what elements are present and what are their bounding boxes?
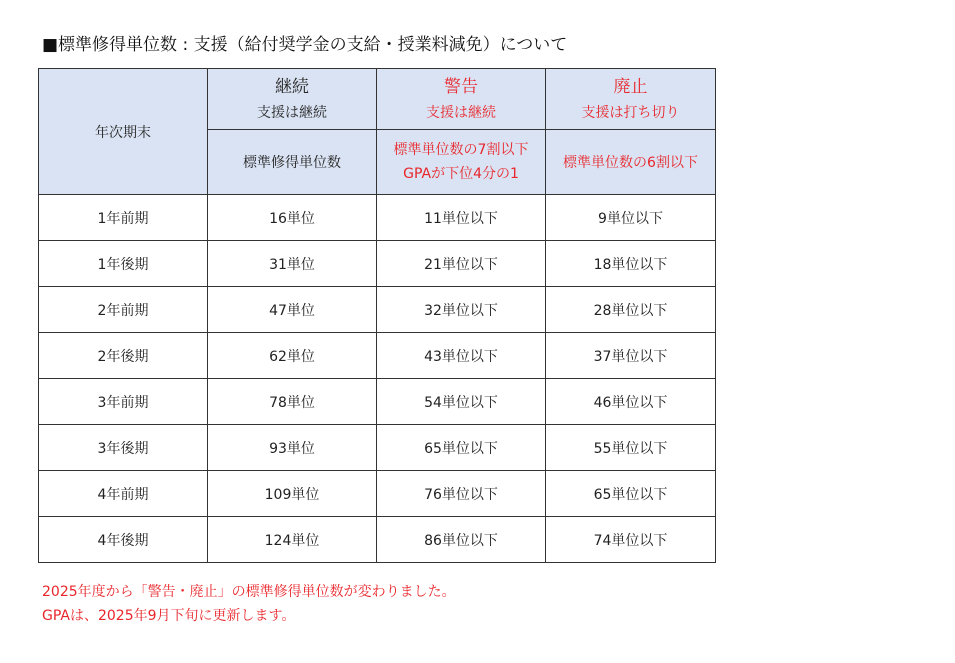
header-abolish-subtitle: 支援は打ち切り bbox=[581, 105, 680, 121]
cell-period: 2年前期 bbox=[39, 287, 208, 333]
header-abolish-condition bbox=[546, 130, 716, 195]
header-abolish bbox=[546, 69, 716, 130]
header-abolish-title: 廃止 bbox=[613, 77, 648, 97]
note-line: 2025年度から「警告・廃止」の標準修得単位数が変わりました。 bbox=[42, 584, 456, 600]
cell-standard-units: 124単位 bbox=[208, 517, 377, 563]
table-row bbox=[39, 241, 716, 287]
cell-standard-units: 109単位 bbox=[208, 471, 377, 517]
header-warning-title: 警告 bbox=[444, 77, 478, 97]
table-row bbox=[39, 333, 716, 379]
cell-warning-units: 54単位以下 bbox=[377, 379, 546, 425]
header-continue-condition bbox=[208, 130, 377, 195]
header-warning-condition bbox=[377, 130, 546, 195]
cell-warning-units: 86単位以下 bbox=[377, 517, 546, 563]
header-continue-title: 継続 bbox=[275, 77, 309, 97]
header-period bbox=[39, 69, 208, 195]
cell-standard-units: 93単位 bbox=[208, 425, 377, 471]
note-line: GPAは、2025年9月下旬に更新します。 bbox=[42, 608, 296, 624]
table-row bbox=[39, 287, 716, 333]
abolish-condition-label: 標準単位数の6割以下 bbox=[563, 155, 698, 171]
warning-condition-line2: GPAが下位4分の1 bbox=[403, 166, 519, 182]
cell-abolish-units: 55単位以下 bbox=[546, 425, 716, 471]
cell-abolish-units: 74単位以下 bbox=[546, 517, 716, 563]
cell-standard-units: 78単位 bbox=[208, 379, 377, 425]
table-row bbox=[39, 425, 716, 471]
page-title: ■標準修得単位数 : 支援（給付奨学金の支給・授業料減免）について bbox=[42, 35, 568, 55]
cell-period: 1年前期 bbox=[39, 195, 208, 241]
continue-condition-label: 標準修得単位数 bbox=[243, 155, 341, 171]
cell-period: 3年前期 bbox=[39, 379, 208, 425]
cell-period: 4年前期 bbox=[39, 471, 208, 517]
table-row bbox=[39, 195, 716, 241]
cell-period: 1年後期 bbox=[39, 241, 208, 287]
table-body bbox=[39, 69, 716, 563]
cell-abolish-units: 65単位以下 bbox=[546, 471, 716, 517]
cell-standard-units: 16単位 bbox=[208, 195, 377, 241]
table-row bbox=[39, 471, 716, 517]
cell-warning-units: 11単位以下 bbox=[377, 195, 546, 241]
cell-warning-units: 76単位以下 bbox=[377, 471, 546, 517]
header-period-label: 年次期末 bbox=[95, 124, 151, 141]
header-row-top bbox=[39, 69, 716, 130]
cell-abolish-units: 28単位以下 bbox=[546, 287, 716, 333]
cell-abolish-units: 46単位以下 bbox=[546, 379, 716, 425]
cell-abolish-units: 37単位以下 bbox=[546, 333, 716, 379]
header-continue bbox=[208, 69, 377, 130]
header-warning bbox=[377, 69, 546, 130]
table-row bbox=[39, 379, 716, 425]
cell-standard-units: 31単位 bbox=[208, 241, 377, 287]
cell-warning-units: 32単位以下 bbox=[377, 287, 546, 333]
cell-standard-units: 47単位 bbox=[208, 287, 377, 333]
cell-standard-units: 62単位 bbox=[208, 333, 377, 379]
table-row bbox=[39, 517, 716, 563]
cell-abolish-units: 9単位以下 bbox=[546, 195, 716, 241]
header-warning-subtitle: 支援は継続 bbox=[426, 105, 496, 121]
notes bbox=[42, 580, 456, 628]
warning-condition-line1: 標準単位数の7割以下 bbox=[393, 142, 529, 158]
cell-period: 3年後期 bbox=[39, 425, 208, 471]
cell-warning-units: 65単位以下 bbox=[377, 425, 546, 471]
cell-period: 2年後期 bbox=[39, 333, 208, 379]
cell-period: 4年後期 bbox=[39, 517, 208, 563]
cell-warning-units: 21単位以下 bbox=[377, 241, 546, 287]
cell-abolish-units: 18単位以下 bbox=[546, 241, 716, 287]
cell-warning-units: 43単位以下 bbox=[377, 333, 546, 379]
standard-units-table bbox=[38, 68, 716, 563]
header-continue-subtitle: 支援は継続 bbox=[257, 105, 327, 121]
